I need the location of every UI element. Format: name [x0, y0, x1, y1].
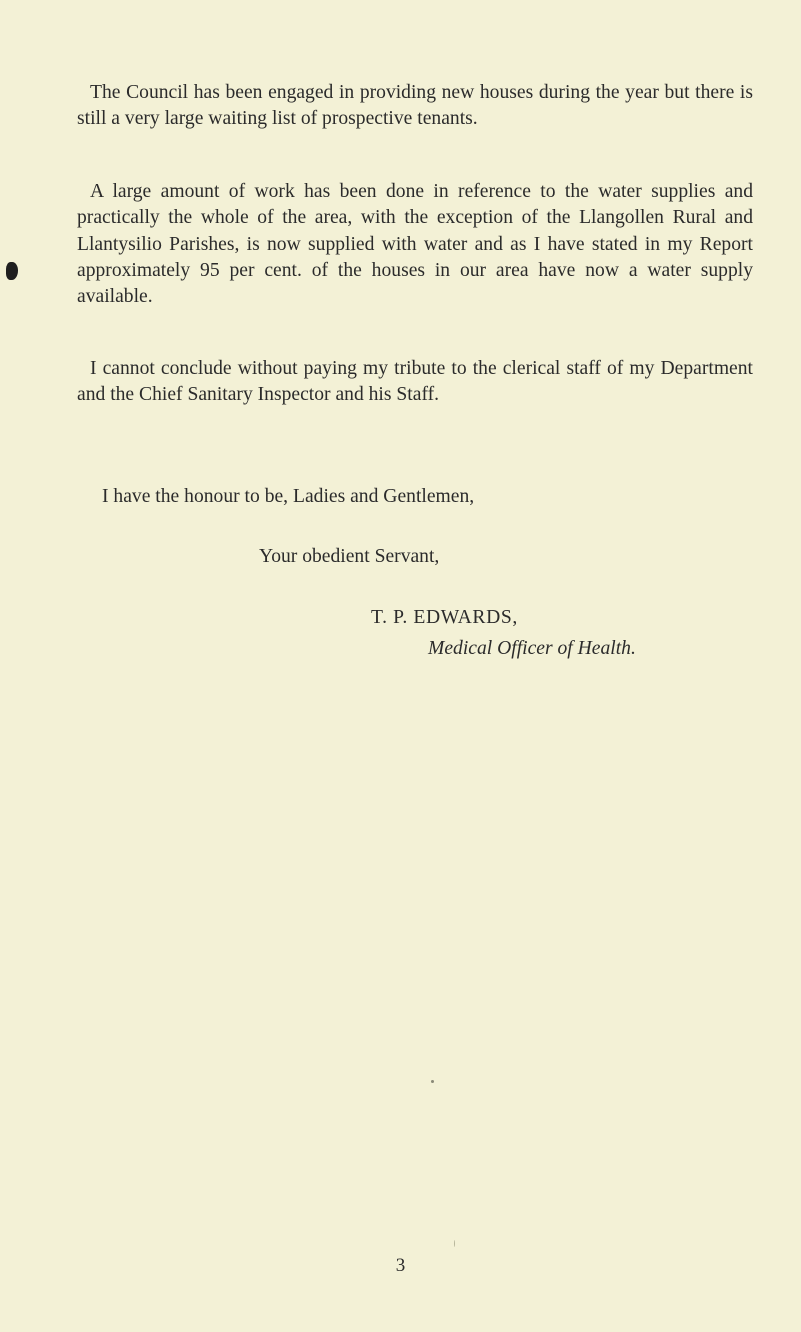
binding-hole-mark	[6, 262, 18, 280]
paper-speck	[431, 1080, 434, 1083]
page-number: 3	[395, 1255, 406, 1276]
paragraph-water-supplies: A large amount of work has been done in reference to the water supplies and practically the whole of the area, with the exception of the Llangollen Rural and Llantysilio Parishes, is now supplied with water and as I have stated in my Report approximately 95 per cent. of the houses in our area have now a water supply available.	[77, 181, 753, 308]
salutation: I have the honour to be, Ladies and Gentlemen,	[102, 486, 475, 507]
signature-title: Medical Officer of Health.	[428, 638, 636, 659]
signature-name: T. P. EDWARDS,	[371, 607, 518, 628]
closing-line: Your obedient Servant,	[259, 546, 440, 567]
paper-speck	[454, 1240, 455, 1247]
paragraph-tribute: I cannot conclude without paying my tribute to the clerical staff of my Department and the Chief Sanitary Inspector and his Staff.	[77, 358, 753, 406]
paragraph-new-houses: The Council has been engaged in providing new houses during the year but there is still a very large waiting list of prospective tenants.	[77, 82, 753, 130]
